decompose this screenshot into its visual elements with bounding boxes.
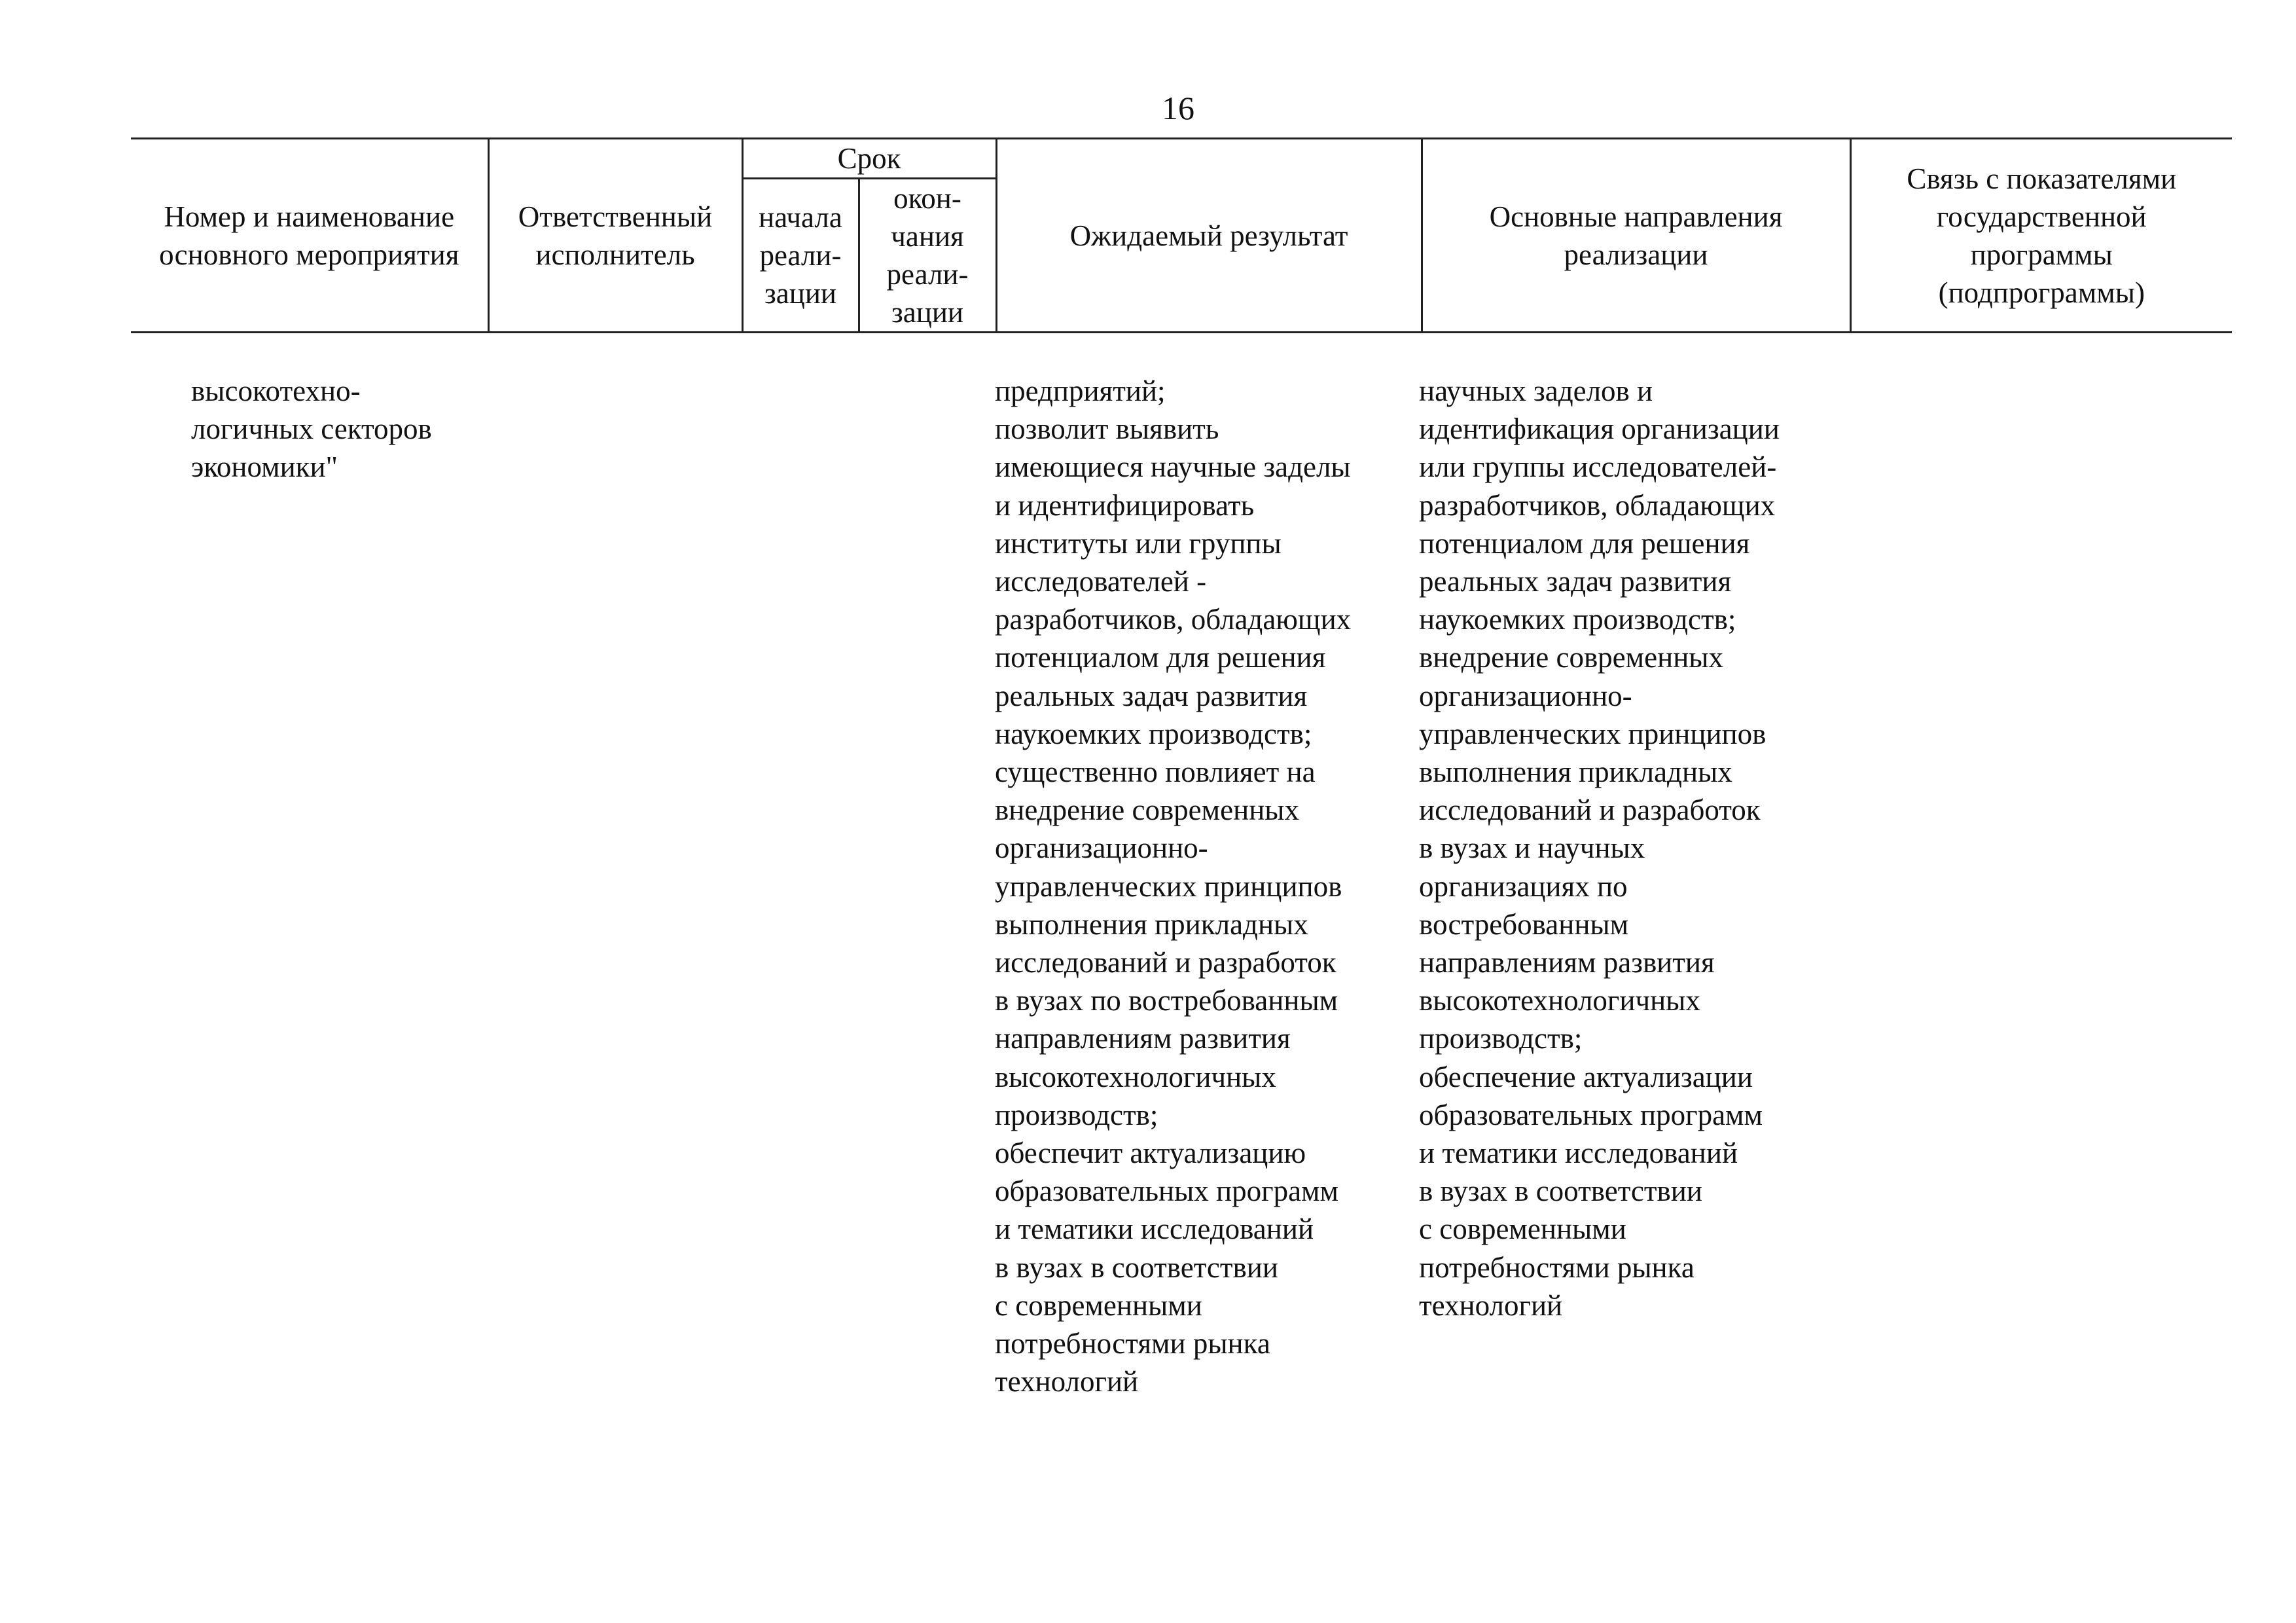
header-term-start: начала реали- зации xyxy=(742,179,859,333)
expected-result-cell-text: предприятий; позволит выявить имеющиеся научные заделы и идентифицировать институты или группы исследователей - разработчиков, обладающих потенциалом для решения реальных задач развития наукоемких производств; существенно повлияет на внедрение современных организационно- управленческих принципов выполнения прикладных исследований и разработок в вузах по востребованным направлениям развития высокотехнологичных производств; обеспечит актуализацию образовательных программ и тематики исследований в вузах в соответствии с современными потребностями рынка технологий xyxy=(995,374,1352,1398)
directions-cell-text: научных заделов и идентификация организации или группы исследователей- разработчиков, обладающих потенциалом для решения реальных задач развития наукоемких производств; внедрение современных организационно- управленческих принципов выполнения прикладных исследований и разработок в вузах и научных организациях по востребованным направлениям развития высокотехнологичных производств; обеспечение актуализации образовательных программ и тематики исследований в вузах в соответствии с современными потребностями рынка технологий xyxy=(1419,374,1780,1322)
header-term: Срок xyxy=(742,139,996,179)
header-event: Номер и наименование основного мероприятия xyxy=(131,139,488,333)
header-indicators: Связь с показателями государственной программы (подпрограммы) xyxy=(1850,139,2232,333)
page-number: 16 xyxy=(1162,90,1194,126)
event-cell-text: высокотехно- логичных секторов экономики" xyxy=(191,374,432,484)
header-expected-result: Ожидаемый результат xyxy=(996,139,1422,333)
header-executor: Ответственный исполнитель xyxy=(488,139,742,333)
header-directions: Основные направления реализации xyxy=(1422,139,1850,333)
table-header xyxy=(131,137,2232,333)
header-term-end: окон- чания реали- зации xyxy=(859,179,996,333)
